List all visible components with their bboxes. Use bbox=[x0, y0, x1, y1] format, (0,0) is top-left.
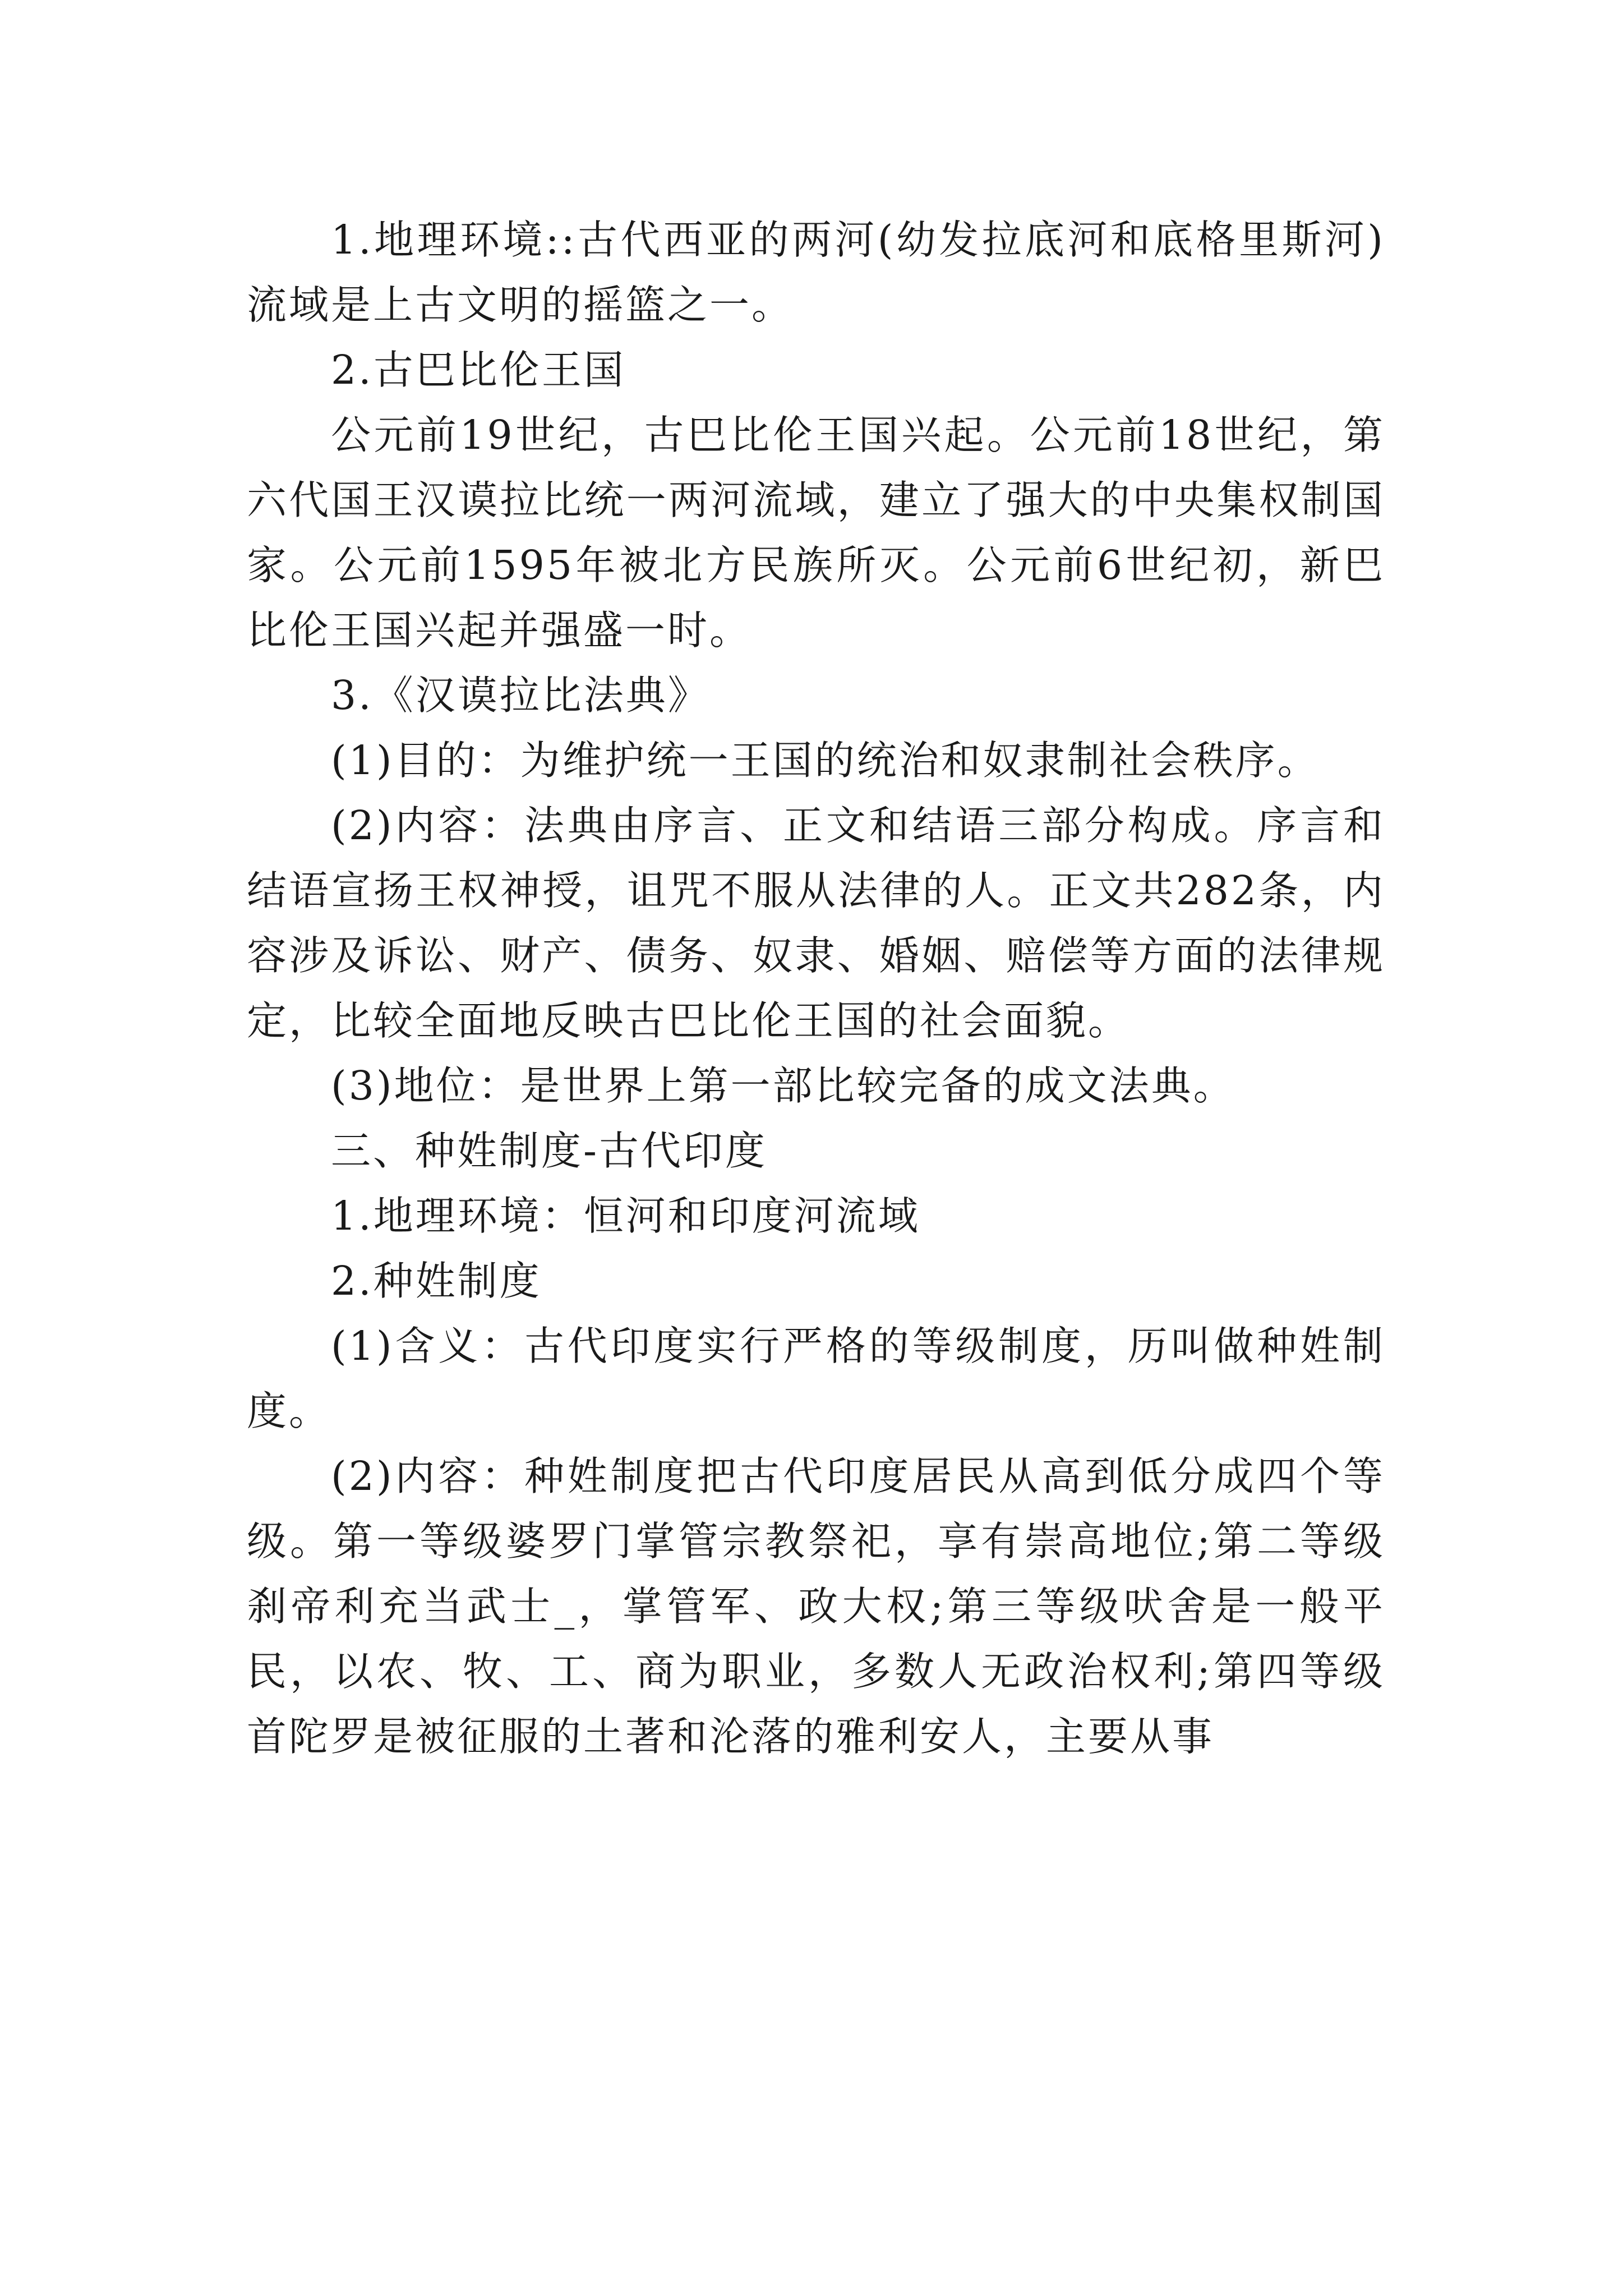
paragraph-caste-meaning: (1)含义：古代印度实行严格的等级制度，历叫做种姓制度。 bbox=[247, 1323, 1385, 1434]
heading-old-babylon: 2.古巴比伦王国 bbox=[331, 347, 626, 393]
heading-hammurabi-code: 3.《汉谟拉比法典》 bbox=[331, 672, 710, 719]
paragraph-code-content: (2)内容：法典由序言、正文和结语三部分构成。序言和结语宣扬王权神授，诅咒不服从法律的人。正文共282条，内容涉及诉讼、财产、债务、奴隶、婚姻、赔偿等方面的法律规定，比较全面地反映古巴比伦王国的社会面貌。 bbox=[247, 802, 1385, 1044]
paragraph-babylon-history: 公元前19世纪，古巴比伦王国兴起。公元前18世纪，第六代国王汉谟拉比统一两河流域，建立了强大的中央集权制国家。公元前1595年被北方民族所灭。公元前6世纪初，新巴比伦王国兴起并强盛一时。 bbox=[247, 412, 1385, 654]
paragraph-india-geography: 1.地理环境：恒河和印度河流域 bbox=[331, 1193, 920, 1239]
paragraph-geography-two-rivers: 1.地理环境::古代西亚的两河(幼发拉底河和底格里斯河)流域是上古文明的摇篮之一。 bbox=[247, 217, 1385, 328]
paragraph-code-status: (3)地位：是世界上第一部比较完备的成文法典。 bbox=[331, 1062, 1235, 1109]
heading-caste: 2.种姓制度 bbox=[331, 1258, 542, 1304]
heading-caste-system: 三、种姓制度-古代印度 bbox=[331, 1128, 767, 1174]
paragraph-caste-content: (2)内容：种姓制度把古代印度居民从高到低分成四个等级。第一等级婆罗门掌管宗教祭祀，享有崇高地位;第二等级刹帝利充当武士_，掌管军、政大权;第三等级吠舍是一般平民，以农、牧、工、商为职业，多数人无政治权利;第四等级首陀罗是被征服的土著和沦落的雅利安人，主要从事 bbox=[247, 1453, 1385, 1760]
paragraph-code-purpose: (1)目的：为维护统一王国的统治和奴隶制社会秩序。 bbox=[331, 737, 1320, 784]
document-body bbox=[247, 208, 1385, 1769]
